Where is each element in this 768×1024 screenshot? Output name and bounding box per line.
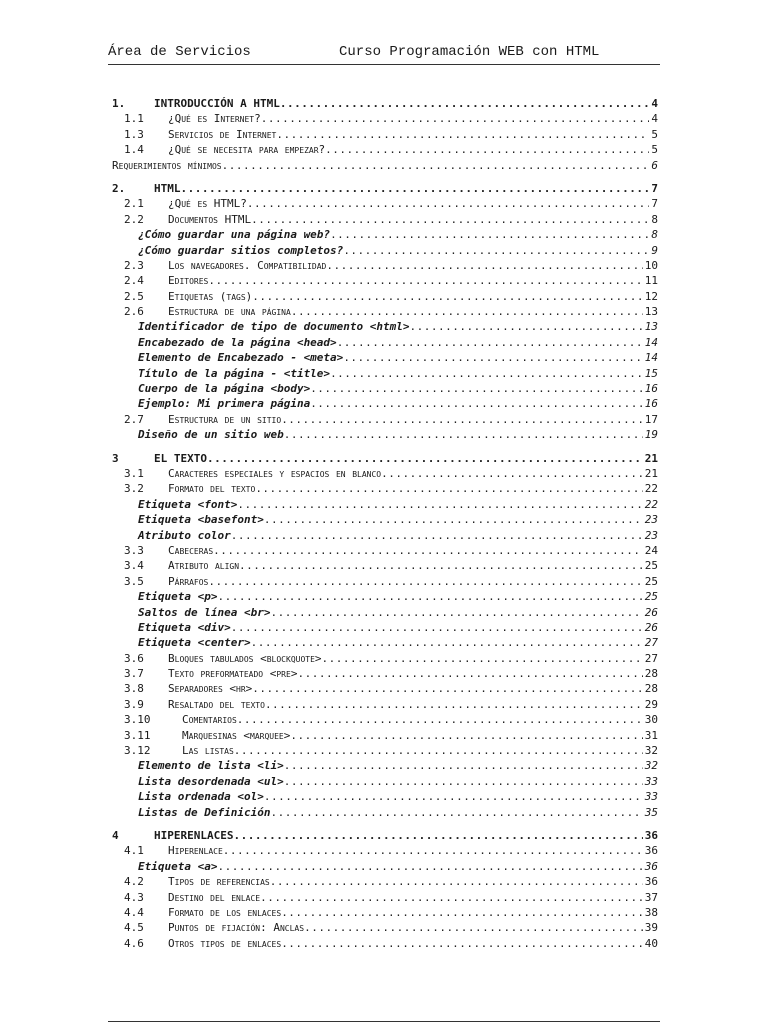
toc-entry[interactable]	[110, 304, 658, 319]
toc-entry[interactable]	[110, 859, 658, 874]
toc-entry-number: 2.3	[124, 258, 144, 272]
toc-entry-title: Requerimientos mínimos	[112, 158, 222, 172]
toc-dot-leader	[284, 774, 643, 789]
toc-entry[interactable]	[110, 712, 658, 727]
toc-entry-title: Bloques tabulados <blockquote>	[168, 651, 322, 665]
toc-dot-leader	[222, 158, 650, 173]
header-left-text: Área de Servicios	[108, 44, 251, 60]
toc-entry[interactable]	[110, 528, 658, 543]
toc-entry[interactable]	[110, 396, 658, 411]
header-divider	[108, 64, 660, 65]
toc-entry-title: ¿Qué es Internet?	[168, 112, 261, 126]
toc-entry-page: 36	[644, 844, 658, 858]
toc-entry[interactable]	[110, 497, 658, 512]
toc-entry[interactable]	[110, 605, 658, 620]
toc-entry-title: Listas de Definición	[138, 805, 271, 819]
toc-entry-page: 22	[644, 497, 658, 511]
toc-dot-leader	[281, 936, 643, 951]
toc-entry-number: 2.	[112, 181, 126, 195]
toc-dot-leader	[330, 366, 643, 381]
toc-entry-title: ¿Qué se necesita para empezar?	[168, 143, 326, 157]
toc-entry-number: 3.10	[124, 713, 151, 727]
toc-entry[interactable]	[110, 697, 658, 712]
toc-entry-title: Documentos HTML	[168, 212, 252, 226]
toc-dot-leader	[261, 111, 650, 126]
toc-dot-leader	[208, 273, 642, 288]
toc-entry-page: 40	[644, 936, 658, 950]
toc-entry[interactable]	[110, 366, 658, 381]
toc-entry-page: 8	[651, 228, 658, 242]
toc-entry-number: 3.2	[124, 482, 144, 496]
toc-entry-number: 2.1	[124, 197, 144, 211]
toc-entry-number: 4.2	[124, 875, 144, 889]
toc-entry-number: 2.7	[124, 412, 144, 426]
toc-entry-number: 3.8	[124, 682, 144, 696]
toc-entry-title: Resaltado del texto	[168, 697, 265, 711]
toc-dot-leader	[343, 350, 642, 365]
toc-dot-leader	[208, 574, 642, 589]
toc-entry[interactable]	[110, 412, 658, 427]
toc-entry-title: Diseño de un sitio web	[138, 428, 284, 442]
toc-dot-leader	[270, 605, 642, 620]
toc-entry[interactable]	[110, 920, 658, 935]
toc-dot-leader	[270, 874, 643, 889]
toc-entry-number: 4.1	[124, 844, 144, 858]
toc-entry-title: ¿Qué es HTML?	[168, 197, 247, 211]
toc-entry[interactable]	[110, 936, 658, 951]
toc-entry-page: 6	[651, 158, 658, 172]
toc-entry-title: Atributo color	[138, 528, 231, 542]
toc-dot-leader	[255, 481, 642, 496]
toc-entry-title: Etiquetas (tags)	[168, 289, 253, 303]
toc-dot-leader	[297, 666, 642, 681]
toc-entry-page: 17	[644, 412, 658, 426]
toc-dot-leader	[291, 304, 643, 319]
toc-entry-title: Etiqueta <center>	[138, 636, 251, 650]
toc-entry-title: Encabezado de la página <head>	[138, 335, 337, 349]
toc-entry-title: Título de la página - <title>	[138, 366, 331, 380]
toc-entry-page: 36	[644, 828, 658, 842]
toc-entry-number: 2.2	[124, 212, 144, 226]
toc-dot-leader	[207, 451, 643, 466]
toc-entry-number: 2.4	[124, 274, 144, 288]
toc-entry[interactable]	[110, 558, 658, 573]
toc-entry-number: 3.1	[124, 466, 144, 480]
toc-dot-leader	[381, 466, 643, 481]
section-gap	[110, 173, 658, 181]
toc-entry[interactable]	[110, 758, 658, 773]
toc-dot-leader	[213, 543, 643, 558]
toc-dot-leader	[290, 728, 642, 743]
toc-entry-title: Estructura de un sitio	[168, 412, 282, 426]
toc-dot-leader	[237, 712, 643, 727]
toc-entry-page: 30	[644, 713, 658, 727]
toc-entry-page: 24	[644, 543, 658, 557]
toc-dot-leader	[284, 758, 643, 773]
toc-entry-page: 9	[651, 243, 658, 257]
toc-entry-page: 4	[651, 112, 658, 126]
toc-entry-page: 27	[644, 651, 658, 665]
toc-dot-leader	[343, 243, 649, 258]
toc-entry-page: 16	[644, 397, 658, 411]
toc-entry[interactable]	[110, 350, 658, 365]
toc-entry[interactable]	[110, 258, 658, 273]
toc-entry-page: 25	[644, 559, 658, 573]
toc-entry[interactable]	[110, 96, 658, 111]
toc-entry-title: Cabeceras	[168, 543, 214, 557]
toc-entry-page: 16	[644, 382, 658, 396]
toc-entry[interactable]	[110, 111, 658, 126]
toc-entry[interactable]	[110, 805, 658, 820]
toc-entry-page: 7	[651, 197, 658, 211]
section-gap	[110, 820, 658, 828]
toc-entry[interactable]	[110, 666, 658, 681]
toc-entry[interactable]	[110, 196, 658, 211]
toc-dot-leader	[231, 620, 643, 635]
toc-entry-page: 13	[644, 305, 658, 319]
toc-entry-page: 4	[651, 97, 658, 110]
toc-entry[interactable]	[110, 227, 658, 242]
toc-entry-page: 8	[651, 212, 658, 226]
toc-entry[interactable]	[110, 589, 658, 604]
toc-entry[interactable]	[110, 828, 658, 843]
toc-entry-title: Ejemplo: Mi primera página	[138, 397, 311, 411]
toc-entry[interactable]	[110, 381, 658, 396]
toc-dot-leader	[310, 396, 643, 411]
toc-dot-leader	[234, 743, 643, 758]
toc-dot-leader	[223, 843, 643, 858]
toc-entry-page: 32	[644, 744, 658, 758]
toc-entry-number: 3.7	[124, 667, 144, 681]
toc-entry-title: Saltos de línea <br>	[138, 605, 271, 619]
toc-entry-page: 5	[651, 127, 658, 141]
toc-entry-title: Formato del texto	[168, 482, 256, 496]
toc-entry-page: 28	[644, 682, 658, 696]
toc-dot-leader	[325, 142, 649, 157]
toc-entry[interactable]	[110, 651, 658, 666]
toc-entry[interactable]	[110, 181, 658, 196]
toc-entry-title: Etiqueta <font>	[138, 497, 238, 511]
toc-entry-title: Estructura de una página	[168, 305, 291, 319]
toc-entry-page: 23	[644, 528, 658, 542]
toc-dot-leader	[326, 258, 642, 273]
footer-divider	[108, 1021, 660, 1022]
toc-entry-page: 33	[644, 774, 658, 788]
toc-entry-page: 23	[644, 513, 658, 527]
toc-dot-leader	[251, 212, 649, 227]
toc-entry-number: 1.	[112, 97, 126, 110]
toc-dot-leader	[337, 335, 643, 350]
toc-dot-leader	[322, 651, 643, 666]
toc-entry[interactable]	[110, 681, 658, 696]
toc-entry-page: 21	[644, 466, 658, 480]
toc-entry-title: Separadores <hr>	[168, 682, 253, 696]
toc-entry-title: Elemento de Encabezado - <meta>	[138, 351, 344, 365]
toc-entry[interactable]	[110, 212, 658, 227]
toc-entry-title: Etiqueta <a>	[138, 859, 218, 873]
toc-dot-leader	[410, 319, 643, 334]
toc-dot-leader	[281, 905, 643, 920]
toc-entry-number: 4.3	[124, 890, 144, 904]
toc-entry-title: INTRODUCCIÓN A HTML	[154, 97, 280, 110]
toc-entry-page: 13	[644, 320, 658, 334]
toc-entry-page: 26	[644, 620, 658, 634]
toc-entry[interactable]	[110, 158, 658, 173]
toc-entry[interactable]	[110, 574, 658, 589]
toc-entry-title: Etiqueta <p>	[138, 590, 218, 604]
toc-entry-number: 2.5	[124, 289, 144, 303]
toc-entry-number: 3.9	[124, 697, 144, 711]
toc-dot-leader	[181, 181, 650, 196]
toc-entry-page: 19	[644, 428, 658, 442]
section-gap	[110, 443, 658, 451]
toc-entry[interactable]	[110, 874, 658, 889]
toc-entry-page: 12	[644, 289, 658, 303]
toc-entry[interactable]	[110, 743, 658, 758]
toc-entry-page: 7	[651, 181, 658, 195]
toc-entry-page: 15	[644, 366, 658, 380]
toc-entry-number: 4.6	[124, 936, 144, 950]
toc-dot-leader	[281, 412, 643, 427]
toc-entry-number: 1.1	[124, 112, 144, 126]
toc-entry-page: 31	[644, 728, 658, 742]
toc-entry-title: Elemento de lista <li>	[138, 759, 284, 773]
toc-entry[interactable]	[110, 335, 658, 350]
toc-entry-title: Lista desordenada <ul>	[138, 774, 284, 788]
toc-entry[interactable]	[110, 890, 658, 905]
toc-entry-page: 29	[644, 697, 658, 711]
toc-dot-leader	[310, 381, 643, 396]
toc-entry-page: 33	[644, 790, 658, 804]
toc-entry-page: 32	[644, 759, 658, 773]
toc-entry-page: 21	[644, 451, 658, 465]
toc-entry[interactable]	[110, 427, 658, 442]
toc-entry-page: 10	[644, 258, 658, 272]
toc-entry-title: EL TEXTO	[154, 451, 207, 465]
toc-entry-number: 3.6	[124, 651, 144, 665]
toc-entry-title: Comentarios	[182, 713, 237, 727]
toc-entry[interactable]	[110, 243, 658, 258]
toc-entry-title: Etiqueta <div>	[138, 620, 231, 634]
toc-entry[interactable]	[110, 451, 658, 466]
toc-entry-title: Servicios de Internet	[168, 127, 277, 141]
toc-entry-page: 22	[644, 482, 658, 496]
toc-entry-number: 1.4	[124, 143, 144, 157]
toc-dot-leader	[284, 427, 643, 442]
toc-entry-number: 3.5	[124, 574, 144, 588]
toc-entry-page: 39	[644, 921, 658, 935]
toc-entry-page: 37	[644, 890, 658, 904]
toc-entry-page: 38	[644, 905, 658, 919]
toc-entry[interactable]	[110, 543, 658, 558]
toc-dot-leader	[330, 227, 649, 242]
toc-entry-number: 2.6	[124, 305, 144, 319]
toc-dot-leader	[231, 528, 643, 543]
toc-dot-leader	[239, 558, 643, 573]
toc-dot-leader	[264, 789, 643, 804]
toc-dot-leader	[252, 681, 642, 696]
toc-dot-leader	[247, 196, 650, 211]
toc-entry-title: Caracteres especiales y espacios en blanco	[168, 466, 382, 480]
toc-entry-page: 26	[644, 605, 658, 619]
toc-dot-leader	[270, 805, 642, 820]
toc-entry-number: 3.11	[124, 728, 151, 742]
toc-entry[interactable]	[110, 273, 658, 288]
toc-dot-leader	[260, 890, 643, 905]
toc-entry-number: 3	[112, 451, 119, 465]
toc-entry-number: 3.12	[124, 744, 151, 758]
toc-entry-page: 36	[644, 875, 658, 889]
toc-entry-page: 25	[644, 590, 658, 604]
toc-dot-leader	[280, 96, 650, 111]
toc-entry-title: Tipos de referencias	[168, 875, 270, 889]
header-right-text: Curso Programación WEB con HTML	[339, 44, 600, 60]
toc-entry-title: Etiqueta <basefont>	[138, 513, 264, 527]
toc-entry-title: Las listas	[182, 744, 234, 758]
toc-entry[interactable]	[110, 728, 658, 743]
toc-dot-leader	[264, 512, 643, 527]
toc-entry-title: Formato de los enlaces	[168, 905, 282, 919]
toc-entry-page: 35	[644, 805, 658, 819]
toc-dot-leader	[237, 497, 642, 512]
toc-entry[interactable]	[110, 620, 658, 635]
toc-entry-page: 14	[644, 351, 658, 365]
toc-entry-number: 4.5	[124, 921, 144, 935]
toc-entry-page: 14	[644, 335, 658, 349]
toc-entry[interactable]	[110, 466, 658, 481]
toc-entry[interactable]	[110, 789, 658, 804]
toc-entry-page: 11	[644, 274, 658, 288]
toc-entry-title: Los navegadores. Compatibilidad	[168, 258, 327, 272]
toc-entry[interactable]	[110, 481, 658, 496]
toc-entry-number: 4	[112, 828, 119, 842]
toc-entry-title: ¿Cómo guardar una página web?	[138, 228, 331, 242]
toc-entry[interactable]	[110, 127, 658, 142]
toc-entry-title: Identificador de tipo de documento <html>	[138, 320, 410, 334]
toc-entry-title: Lista ordenada <ol>	[138, 790, 264, 804]
toc-entry[interactable]	[110, 843, 658, 858]
toc-entry-title: Texto preformateado <pre>	[168, 667, 298, 681]
toc-entry-page: 5	[651, 143, 658, 157]
toc-entry-page: 28	[644, 667, 658, 681]
toc-entry-title: Otros tipos de enlaces	[168, 936, 282, 950]
toc-entry-title: Hiperenlace	[168, 844, 223, 858]
toc-entry-number: 3.4	[124, 559, 144, 573]
toc-dot-leader	[217, 589, 642, 604]
toc-entry[interactable]	[110, 289, 658, 304]
toc-entry[interactable]	[110, 635, 658, 650]
toc-entry[interactable]	[110, 905, 658, 920]
toc-entry-number: 3.3	[124, 543, 144, 557]
toc-entry-page: 36	[644, 859, 658, 873]
toc-dot-leader	[265, 697, 643, 712]
toc-entry-title: Cuerpo de la página <body>	[138, 382, 311, 396]
toc-dot-leader	[251, 635, 643, 650]
toc-dot-leader	[217, 859, 642, 874]
toc-entry-number: 4.4	[124, 905, 144, 919]
toc-entry-number: 1.3	[124, 127, 144, 141]
toc-dot-leader	[233, 828, 642, 843]
toc-dot-leader	[304, 920, 643, 935]
toc-entry-title: Atributo align	[168, 559, 240, 573]
toc-entry[interactable]	[110, 512, 658, 527]
toc-entry-title: Destino del enlace	[168, 890, 261, 904]
toc-entry[interactable]	[110, 774, 658, 789]
toc-entry-title: HIPERENLACES	[154, 828, 234, 842]
toc-entry-page: 27	[644, 636, 658, 650]
toc-entry[interactable]	[110, 142, 658, 157]
toc-dot-leader	[276, 127, 649, 142]
toc-entry-title: Párrafos	[168, 574, 209, 588]
toc-entry-title: ¿Cómo guardar sitios completos?	[138, 243, 344, 257]
toc-entry[interactable]	[110, 319, 658, 334]
toc-entry-title: Marquesinas <marquee>	[182, 728, 291, 742]
toc-entry-title: Puntos de fijación: Anclas	[168, 921, 305, 935]
toc-entry-title: HTML	[154, 181, 181, 195]
toc-entry-page: 25	[644, 574, 658, 588]
toc-dot-leader	[252, 289, 642, 304]
toc-entry-title: Editores	[168, 274, 209, 288]
table-of-contents	[110, 96, 658, 951]
